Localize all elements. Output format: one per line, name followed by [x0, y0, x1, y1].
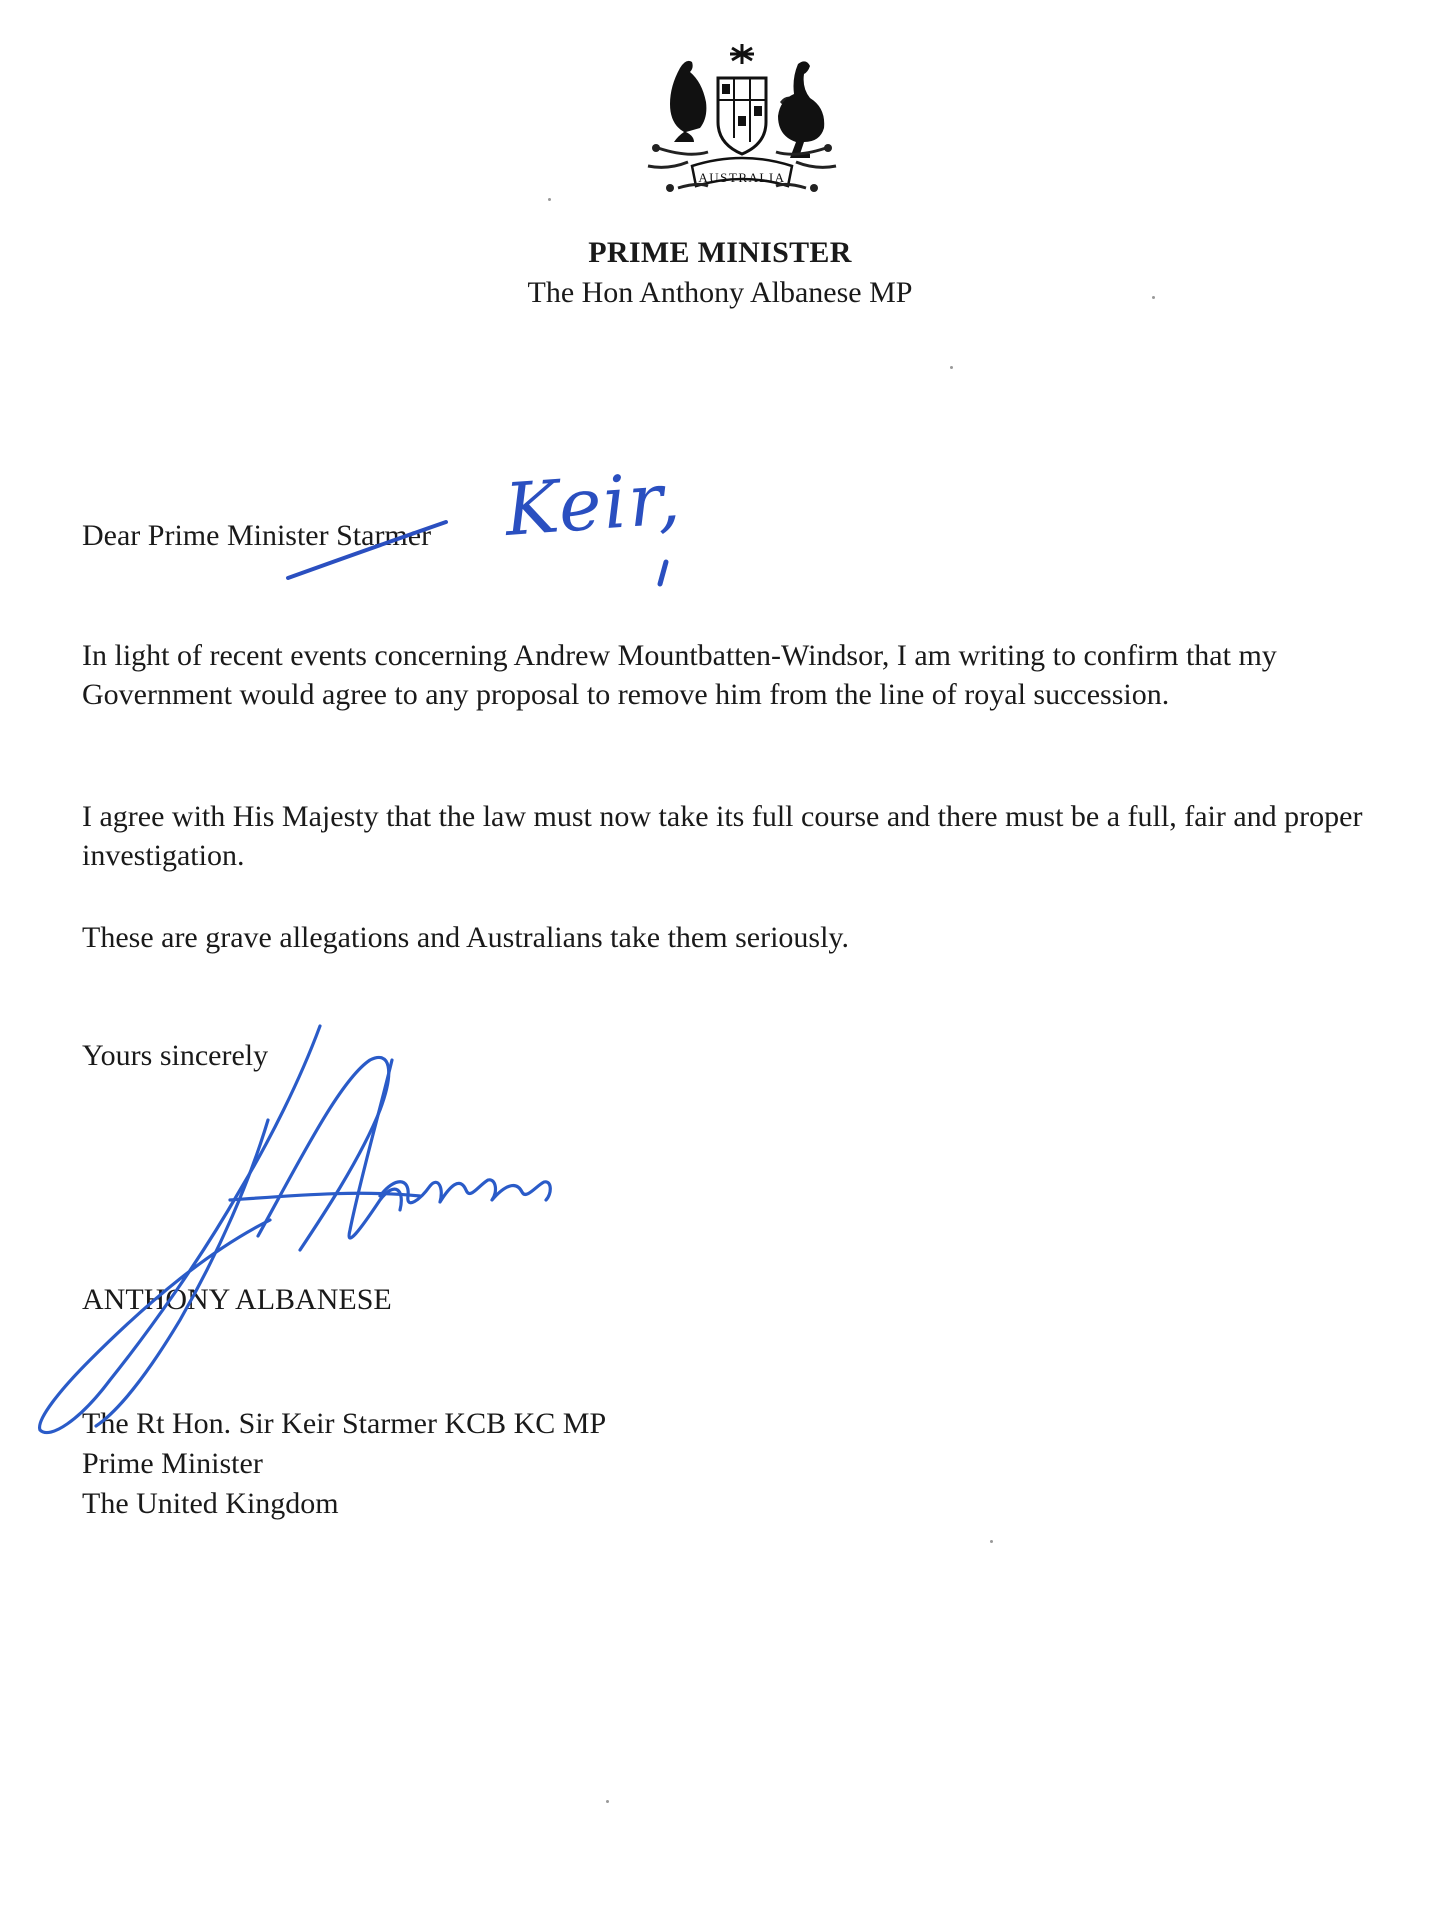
salutation-handwritten: Keir,	[502, 455, 685, 552]
recipient-line-2: Prime Minister	[82, 1447, 263, 1480]
scan-speck	[1152, 296, 1155, 299]
letterhead-name: The Hon Anthony Albanese MP	[527, 276, 913, 309]
salutation-typed: Dear Prime Minister Starmer	[82, 519, 432, 552]
scan-speck	[606, 1800, 609, 1803]
letterhead-office: PRIME MINISTER	[588, 236, 852, 269]
recipient-line-3: The United Kingdom	[82, 1487, 339, 1520]
body-paragraph-3: These are grave allegations and Australians take them seriously.	[82, 921, 849, 954]
kangaroo-icon	[670, 61, 706, 142]
body-paragraph-2: I agree with His Majesty that the law must now take its full course and there must be a full, fair and proper investigation.	[82, 800, 1363, 872]
signatory-name: ANTHONY ALBANESE	[82, 1283, 392, 1316]
closing: Yours sincerely	[82, 1039, 269, 1072]
handwritten-signature-icon	[40, 1026, 551, 1433]
scan-speck	[548, 198, 551, 201]
recipient-line-1: The Rt Hon. Sir Keir Starmer KCB KC MP	[82, 1407, 607, 1440]
body-paragraph-1: In light of recent events concerning Andrew Mountbatten-Windsor, I am writing to confirm that my Government would agree to any proposal to remove him from the line of royal succession.	[82, 639, 1277, 711]
crest-banner-text: AUSTRALIA	[698, 170, 786, 185]
scan-speck	[990, 1540, 993, 1543]
ink-comma-mark	[660, 562, 666, 584]
emu-icon	[778, 61, 824, 158]
star-icon	[730, 44, 754, 64]
scan-speck	[950, 366, 953, 369]
coat-of-arms-icon	[618, 38, 866, 216]
